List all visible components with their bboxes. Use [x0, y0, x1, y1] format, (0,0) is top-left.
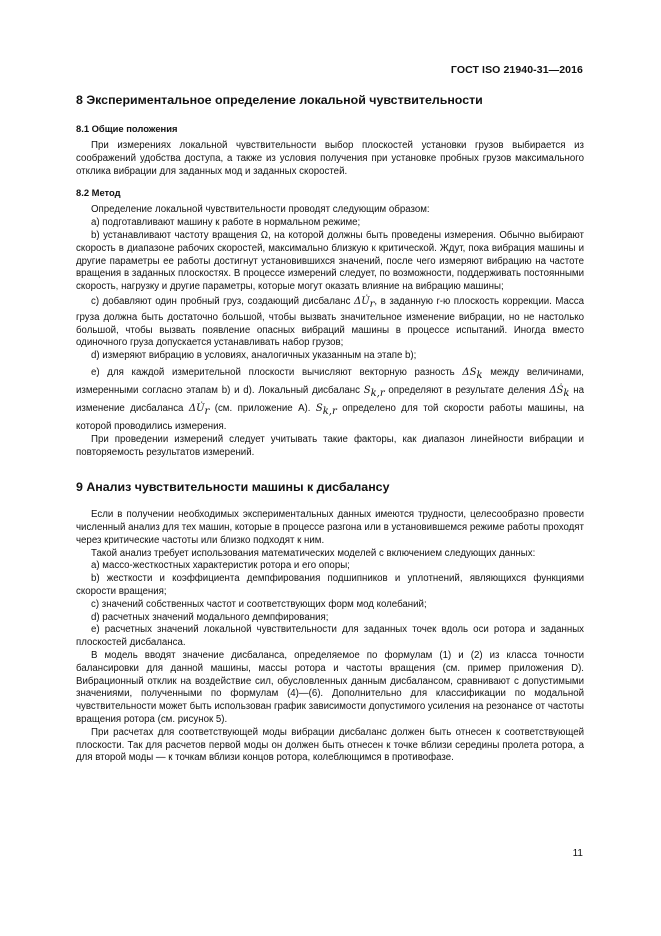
delta-s-subscript: k: [476, 369, 483, 381]
document-body: [76, 93, 584, 765]
item-e-text-2: между величинами, измеренными согласно этапам b) и d). Локальный дисбаланс: [76, 366, 585, 396]
document-header-id: ГОСТ ISO 21940-31—2016: [450, 64, 583, 76]
delta-u-dot-symbol: ΔU̇: [188, 402, 205, 414]
subsection-8-2-title: 8.2 Метод: [76, 187, 121, 199]
analysis-item-d: d) расчетных значений модального демпфирования;: [91, 611, 329, 623]
section-9-title: 9 Анализ чувствительности машины к дисбалансу: [76, 480, 390, 495]
item-e-text-5: (см. приложение А).: [214, 402, 311, 414]
item-e-text-3: определяют в результате деления: [388, 384, 546, 396]
item-e-text-1: e) для каждой измерительной плоскости вычисляют векторную разность: [91, 366, 455, 378]
delta-u-dot-subscript: r: [204, 405, 210, 417]
method-item-e: [76, 365, 584, 434]
analysis-item-c: c) значений собственных частот и соответствующих форм мод колебаний;: [91, 598, 427, 610]
delta-u-symbol: ΔU̇: [353, 295, 370, 307]
delta-s-dot-subscript: k: [563, 387, 570, 399]
method-item-d: d) измеряют вибрацию в условиях, аналогичных указанным на этапе b);: [91, 350, 417, 362]
local-imbalance-subscript: k,r: [370, 387, 385, 399]
analysis-item-a: a) массо-жесткостных характеристик ротора и его опоры;: [91, 560, 350, 572]
subsection-8-1-title: 8.1 Общие положения: [76, 123, 178, 134]
method-intro: Определение локальной чувствительности проводят следующим образом:: [91, 204, 430, 216]
item-c-text-end: , в заданную r-ю плоскость коррекции. Масса груза должна быть достаточно большой, чтобы вызвать значительное изменение вибрации, но не настолько большой, чтобы вызвать появление опасных вибраций машины в процессе испытаний. Иногда вместо одиночного груза допускается устанавливать набор грузов;: [76, 295, 585, 349]
method-final-note: При проведении измерений следует учитывать такие факторы, как диапазон линейности вибрации и повторяемость результатов измерений.: [76, 433, 584, 458]
method-item-c: [76, 296, 584, 350]
item-e-text-6: определено для той скорости работы машины, на которой проводились измерения.: [76, 402, 584, 432]
delta-u-subscript: r: [369, 298, 375, 310]
section-9-paragraph-2: Такой анализ требует использования математических моделей с включением следующих данных:: [91, 547, 536, 559]
local-imbalance-symbol: S: [363, 384, 371, 396]
method-item-a: a) подготавливают машину к работе в нормальном режиме;: [91, 217, 361, 229]
delta-s-symbol: ΔS: [462, 366, 477, 378]
section-8-title: 8 Экспериментальное определение локальной чувствительности: [76, 93, 483, 107]
subsection-8-1-paragraph: При измерениях локальной чувствительности выбор плоскостей установки грузов выбирается из соображений удобства доступа, а также из условия получения при установке пробных грузов максимального отклика вибрации для заданных мод и заданных скоростей.: [76, 140, 584, 177]
section-9-paragraph-4: При расчетах для соответствующей моды вибрации дисбаланс должен быть отнесен к соответствующей плоскости. Так для расчетов первой моды он должен быть отнесен к точке вблизи середины пролета ротора, а для второй моды — к точкам вблизи концов ротора, колеблющимся в противофазе.: [76, 726, 584, 764]
section-9-paragraph-3: В модель вводят значение дисбаланса, определяемое по формулам (1) и (2) из класса точности балансировки для данной машины, массы ротора и частоты вращения (см. пример приложения D). Вибрационный отклик на воздействие сил, обусловленных данным дисбалансом, сравнивают с допустимыми значениями, полученными по формулам (4)—(6). Дополнительно для классификации по модальной чувствительности может быть использован график зависимости допустимого усиления на резонансе от частоты вращения ротора (см. рисунок 5).: [76, 650, 584, 726]
method-item-b: b) устанавливают частоту вращения Ω, на которой должны быть проведены измерения. Обычно выбирают скорость в диапазоне рабочих скоростей, максимально близкую к критической. Ждут, пока вибрация машины и другие параметры ее работы достигнут установившихся значений, после чего измеряют вибрацию на частоте вращения в заданных плоскостях. В процессе измерений следует, по возможности, поддерживать постоянными скорость, нагрузку и другие параметры, которые могут оказать влияние на вибрацию машины;: [76, 229, 584, 293]
item-e-text-4: на изменение дисбаланса: [76, 384, 584, 414]
local-imbalance-subscript-2: k,r: [322, 405, 337, 417]
local-imbalance-symbol-2: S: [315, 402, 323, 414]
section-9-paragraph-1: Если в получении необходимых экспериментальных данных имеются трудности, целесообразно провести численный анализ для тех машин, которые в процессе разгона или в установившемся режиме работы проходят через критические частоты или близко подходят к ним.: [76, 509, 584, 546]
analysis-item-b: b) жесткости и коэффициента демпфирования подшипников и уплотнений, являющихся функциями скорости вращения;: [76, 573, 584, 598]
page-number: 11: [572, 848, 583, 859]
delta-s-dot-symbol: ΔṠ: [549, 384, 564, 396]
item-c-text-start: c) добавляют один пробный груз, создающий дисбаланс: [91, 295, 351, 307]
analysis-item-e: e) расчетных значений локальной чувствительности для заданных точек вдоль оси ротора и заданных плоскостей дисбаланса.: [76, 624, 584, 649]
